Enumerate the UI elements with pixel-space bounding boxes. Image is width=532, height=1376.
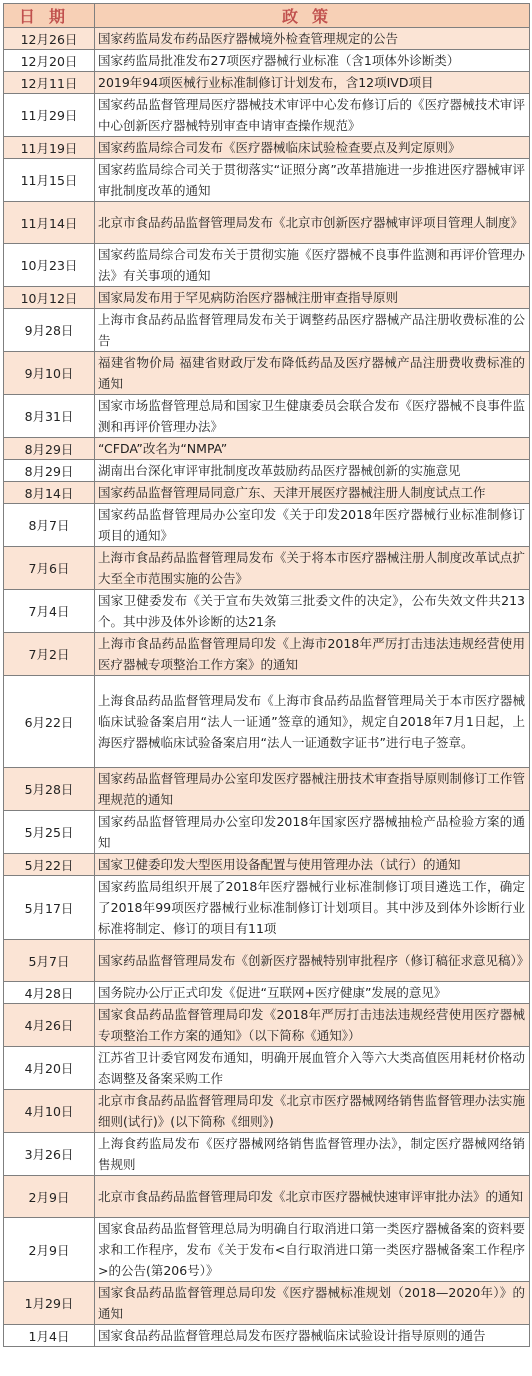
row-policy: 国家药监局综合司发布关于贯彻实施《医疗器械不良事件监测和再评价管理办法》有关事项的通知: [95, 244, 530, 287]
table-row: [4, 1047, 530, 1090]
row-date: 4月20日: [4, 1047, 95, 1090]
row-date: 5月28日: [4, 768, 95, 811]
row-date: 4月26日: [4, 1004, 95, 1047]
table-row: [4, 633, 530, 676]
row-date: 8月14日: [4, 482, 95, 504]
row-policy: 福建省物价局 福建省财政厅发布降低药品及医疗器械产品注册费收费标准的通知: [95, 352, 530, 395]
row-policy: 北京市食品药品监督管理局印发《北京市医疗器械网络销售监督管理办法实施细则(试行)》(以下简称《细则》): [95, 1090, 530, 1133]
row-policy: 国家药监局综合司关于贯彻落实“证照分离”改革措施进一步推进医疗器械审评审批制度改革的通知: [95, 159, 530, 202]
row-policy: 国家局发布用于罕见病防治医疗器械注册审查指导原则: [95, 287, 530, 309]
row-policy: 国家药监局综合司发布《医疗器械临床试验检查要点及判定原则》: [95, 137, 530, 159]
row-date: 12月11日: [4, 72, 95, 94]
row-date: 5月22日: [4, 854, 95, 876]
row-date: 10月12日: [4, 287, 95, 309]
row-policy: 国家药品监督管理局办公室印发《关于印发2018年医疗器械行业标准制修订项目的通知》: [95, 504, 530, 547]
row-policy: 国家药品监督管理局发布《创新医疗器械特别审批程序（修订稿征求意见稿）》: [95, 940, 530, 982]
row-policy: “CFDA”改名为“NMPA”: [95, 438, 530, 460]
row-date: 5月25日: [4, 811, 95, 854]
table-row: [4, 854, 530, 876]
row-date: 8月7日: [4, 504, 95, 547]
row-policy: 上海市食品药品监督管理局印发《上海市2018年严厉打击违法违规经营使用医疗器械专项整治工作方案》的通知: [95, 633, 530, 676]
table-row: [4, 1282, 530, 1325]
row-policy: 国家食品药品监督管理局印发《2018年严厉打击违法违规经营使用医疗器械专项整治工作方案的通知》（以下简称《通知》）: [95, 1004, 530, 1047]
row-policy: 国家药品监督管理局办公室印发2018年国家医疗器械抽检产品检验方案的通知: [95, 811, 530, 854]
table-row: [4, 287, 530, 309]
header-date: 日期: [4, 4, 95, 28]
table-row: [4, 504, 530, 547]
table-row: [4, 676, 530, 768]
table-row: [4, 547, 530, 590]
table-row: [4, 460, 530, 482]
row-policy: 江苏省卫计委官网发布通知，明确开展血管介入等六大类高值医用耗材价格动态调整及备案采购工作: [95, 1047, 530, 1090]
row-date: 2月9日: [4, 1176, 95, 1218]
table-row: [4, 940, 530, 982]
row-date: 7月6日: [4, 547, 95, 590]
row-policy: 上海食药监局发布《医疗器械网络销售监督管理办法》，制定医疗器械网络销售规则: [95, 1133, 530, 1176]
table-row: [4, 94, 530, 137]
table-row: [4, 50, 530, 72]
row-date: 11月15日: [4, 159, 95, 202]
table-row: [4, 1133, 530, 1176]
row-date: 8月29日: [4, 438, 95, 460]
table-row: [4, 352, 530, 395]
row-policy: 湖南出台深化审评审批制度改革鼓励药品医疗器械创新的实施意见: [95, 460, 530, 482]
row-policy: 国家药监局发布药品医疗器械境外检查管理规定的公告: [95, 28, 530, 50]
row-date: 11月29日: [4, 94, 95, 137]
row-date: 7月2日: [4, 633, 95, 676]
table-row: [4, 28, 530, 50]
row-date: 7月4日: [4, 590, 95, 633]
row-policy: 国家食品药品监督管理总局为明确自行取消进口第一类医疗器械备案的资料要求和工作程序，发布《关于发布<自行取消进口第一类医疗器械备案工作程序>的公告(第206号）》: [95, 1218, 530, 1282]
row-policy: 国家食品药品监督管理总局发布医疗器械临床试验设计指导原则的通告: [95, 1325, 530, 1347]
table-row: [4, 1090, 530, 1133]
row-date: 5月17日: [4, 876, 95, 940]
table-row: [4, 876, 530, 940]
row-policy: 北京市食品药品监督管理局印发《北京市医疗器械快速审评审批办法》的通知: [95, 1176, 530, 1218]
table-row: [4, 1218, 530, 1282]
row-policy: 北京市食品药品监督管理局发布《北京市创新医疗器械审评项目管理人制度》: [95, 202, 530, 244]
row-date: 11月14日: [4, 202, 95, 244]
table-row: [4, 159, 530, 202]
row-date: 2月9日: [4, 1218, 95, 1282]
row-policy: 国家卫健委印发大型医用设备配置与使用管理办法（试行）的通知: [95, 854, 530, 876]
table-row: [4, 395, 530, 438]
row-date: 11月19日: [4, 137, 95, 159]
policy-table-container: [3, 3, 529, 1347]
row-date: 12月26日: [4, 28, 95, 50]
row-policy: 2019年94项医械行业标准制修订计划发布，含12项IVD项目: [95, 72, 530, 94]
row-date: 6月22日: [4, 676, 95, 768]
table-row: [4, 1176, 530, 1218]
table-row: [4, 982, 530, 1004]
table-row: [4, 244, 530, 287]
row-policy: 国家食品药品监督管理总局印发《医疗器械标准规划（2018—2020年）》的通知: [95, 1282, 530, 1325]
row-policy: 国务院办公厅正式印发《促进“互联网+医疗健康”发展的意见》: [95, 982, 530, 1004]
table-row: [4, 811, 530, 854]
row-policy: 上海食品药品监督管理局发布《上海市食品药品监督管理局关于本市医疗器械临床试验备案启用“法人一证通”签章的通知》，规定自2018年7月1日起，上海医疗器械临床试验备案启用“法人一证通数字证书”进行电子签章。: [95, 676, 530, 768]
table-row: [4, 202, 530, 244]
row-policy: 国家药监局批准发布27项医疗器械行业标准（含1项体外诊断类）: [95, 50, 530, 72]
row-date: 5月7日: [4, 940, 95, 982]
row-date: 9月10日: [4, 352, 95, 395]
row-policy: 国家卫健委发布《关于宣布失效第三批委文件的决定》，公布失效文件共213个。其中涉及体外诊断的达21条: [95, 590, 530, 633]
row-date: 1月4日: [4, 1325, 95, 1347]
row-date: 4月28日: [4, 982, 95, 1004]
row-date: 12月20日: [4, 50, 95, 72]
table-row: [4, 590, 530, 633]
row-policy: 国家药品监督管理局办公室印发医疗器械注册技术审查指导原则制修订工作管理规范的通知: [95, 768, 530, 811]
row-policy: 上海市食品药品监督管理局发布关于调整药品医疗器械产品注册收费标准的公告: [95, 309, 530, 352]
table-row: [4, 1004, 530, 1047]
table-row: [4, 137, 530, 159]
row-date: 3月26日: [4, 1133, 95, 1176]
table-header-row: [4, 4, 530, 28]
table-body: [4, 28, 530, 1347]
row-policy: 国家药监局组织开展了2018年医疗器械行业标准制修订项目遴选工作，确定了2018年99项医疗器械行业标准制修订计划项目。其中涉及到体外诊断行业标准将制定、修订的项目有11项: [95, 876, 530, 940]
row-date: 10月23日: [4, 244, 95, 287]
header-policy: 政策: [95, 4, 530, 28]
row-date: 9月28日: [4, 309, 95, 352]
table-row: [4, 1325, 530, 1347]
table-row: [4, 438, 530, 460]
table-row: [4, 72, 530, 94]
row-policy: 上海市食品药品监督管理局发布《关于将本市医疗器械注册人制度改革试点扩大至全市范围实施的公告》: [95, 547, 530, 590]
row-policy: 国家药品监督管理局同意广东、天津开展医疗器械注册人制度试点工作: [95, 482, 530, 504]
policy-table: [3, 3, 530, 1347]
row-date: 4月10日: [4, 1090, 95, 1133]
table-row: [4, 309, 530, 352]
row-date: 1月29日: [4, 1282, 95, 1325]
row-policy: 国家市场监督管理总局和国家卫生健康委员会联合发布《医疗器械不良事件监测和再评价管理办法》: [95, 395, 530, 438]
row-policy: 国家药品监督管理局医疗器械技术审评中心发布修订后的《医疗器械技术审评中心创新医疗器械特别审查申请审查操作规范》: [95, 94, 530, 137]
table-row: [4, 482, 530, 504]
row-date: 8月29日: [4, 460, 95, 482]
table-row: [4, 768, 530, 811]
row-date: 8月31日: [4, 395, 95, 438]
